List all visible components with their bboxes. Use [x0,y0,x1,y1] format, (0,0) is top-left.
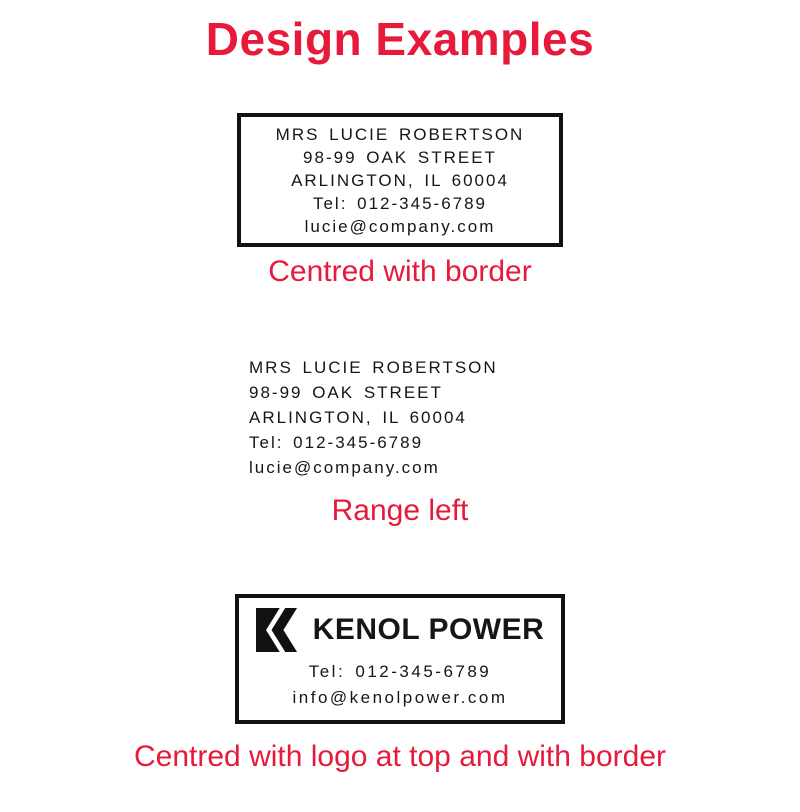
stamp-line-email: lucie@company.com [249,458,440,477]
stamp-line-name: MRS LUCIE ROBERTSON [275,125,525,144]
stamp-line-phone: Tel: 012-345-6789 [249,433,424,452]
example-caption: Range left [331,494,469,527]
stamp-line-city: ARLINGTON, IL 60004 [249,408,467,427]
stamp-preview-bordered-centred [237,113,563,247]
stamp-line-phone: Tel: 012-345-6789 [308,662,492,681]
stamp-line-name: MRS LUCIE ROBERTSON [249,358,498,377]
example-range-left [249,355,551,530]
page-title: Design Examples [205,13,595,65]
stamp-line-email: lucie@company.com [304,217,496,236]
stamp-line-phone: Tel: 012-345-6789 [312,194,488,213]
example-caption: Centred with logo at top and with border [134,740,666,773]
stamp-line-street: 98-99 OAK STREET [249,383,443,402]
design-examples-page [0,12,800,776]
example-centred-with-border [0,113,800,291]
stamp-preview-logo-bordered [235,594,565,724]
stamp-preview-range-left [249,355,551,480]
stamp-line-street: 98-99 OAK STREET [303,148,497,167]
example-caption: Centred with border [268,255,532,288]
logo-text: KENOL POWER [312,613,545,646]
logo-row [245,608,555,652]
kenol-chevron-k-logo-icon [256,608,298,652]
example-centred-with-logo [0,594,800,776]
stamp-line-email: info@kenolpower.com [292,688,508,707]
stamp-line-city: ARLINGTON, IL 60004 [291,171,509,190]
